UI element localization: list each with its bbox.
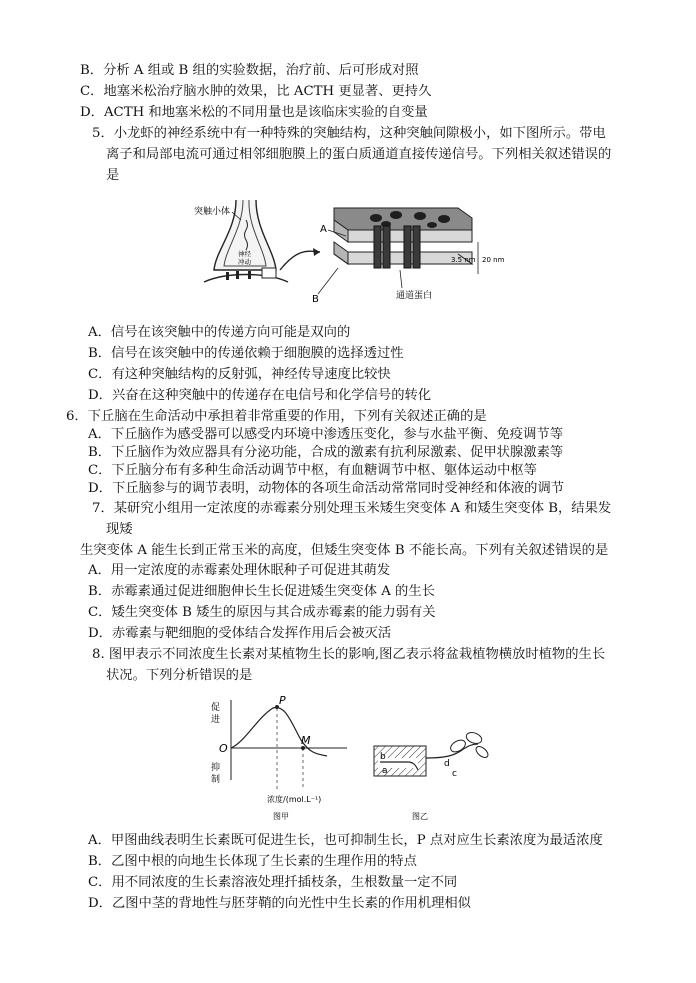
upper-membrane-top	[334, 208, 472, 230]
gap-small-label: 3.5 nm	[451, 256, 476, 264]
zoom-box	[262, 268, 276, 278]
fig-b-caption: 图乙	[412, 812, 428, 821]
label-b: B	[312, 294, 319, 305]
q8-option-d: D．乙图中茎的背地性与胚芽鞘的向光性中生长素的作用机理相似	[88, 896, 471, 911]
q7-option-d: D．赤霉素与靶细胞的受体结合发挥作用后会被灭活	[88, 626, 392, 641]
fig-b-label-b: b	[380, 752, 386, 762]
q6-option-d: D．下丘脑参与的调节表明，动物体的各项生命活动常常同时受神经和体液的调节	[88, 481, 565, 496]
horizontal-plant-figure	[368, 728, 498, 824]
q6-option-a: A．下丘脑作为感受器可以感受内环境中渗透压变化，参与水盐平衡、免疫调节等	[88, 427, 563, 442]
q8-option-b: B．乙图中根的向地生长体现了生长素的生理作用的特点	[88, 854, 417, 869]
q7-stem-line-1: 7．某研究小组用一定浓度的赤霉素分别处理玉米矮生突变体 A 和矮生突变体 B，结果发	[92, 501, 612, 516]
origin-label: O	[219, 742, 228, 755]
leaf-1	[449, 738, 468, 755]
leaf-2	[465, 731, 483, 746]
q8-option-c: C．用不同浓度的生长素溶液处理扦插枝条，生根数量一定不同	[88, 875, 458, 890]
channel-label-line	[400, 270, 402, 288]
q8-stem-line-1: 8. 图甲表示不同浓度生长素对某植物生长的影响,图乙表示将盆栽植物横放时植物的生长	[92, 647, 606, 662]
synapse-figure	[194, 190, 505, 310]
q7-option-c: C．矮生突变体 B 矮生的原因与其合成赤霉素的能力弱有关	[88, 605, 436, 620]
point-p-label: P	[279, 694, 286, 707]
q4-option-c: C．地塞米松治疗脑水肿的效果，比 ACTH 更显著、更持久	[80, 84, 432, 99]
label-b-line	[318, 268, 338, 294]
q5-option-a: A．信号在该突触中的传递方向可能是双向的	[88, 325, 351, 340]
channel-label: 通道蛋白	[396, 291, 433, 301]
q5-stem-line-2: 离子和局部电流可通过相邻细胞膜上的蛋白质通道直接传递信号。下列相关叙述错误的	[106, 147, 612, 162]
impulse-label-2: 冲动	[238, 258, 251, 266]
impulse-label-1: 神经	[238, 250, 251, 258]
q7-option-b: B．赤霉素通过促进细胞伸长生长促进矮生突变体 A 的生长	[88, 584, 435, 599]
q4-option-d: D．ACTH 和地塞米松的不同用量也是该临床实验的自变量	[80, 105, 428, 120]
q6-option-c: C．下丘脑分布有多种生命活动调节中枢，有血糖调节中枢、躯体运动中枢等	[88, 463, 537, 478]
lower-membrane-side	[334, 242, 348, 264]
zoom-arrowhead	[313, 248, 320, 256]
x-axis-label: 浓度/(mol.L⁻¹)	[267, 795, 322, 804]
y-bottom-label-2: 制	[211, 775, 221, 785]
leaf-3	[474, 744, 490, 759]
q5-option-c: C．有这种突触结构的反射弧，神经传导速度比较快	[88, 367, 391, 382]
auxin-curve-figure	[205, 692, 355, 824]
y-top-label-1: 促	[211, 703, 221, 713]
fig-b-label-c: c	[452, 769, 457, 779]
point-m-label: M	[301, 734, 311, 747]
q5-option-b: B．信号在该突触中的传递依赖于细胞膜的选择透过性	[88, 346, 404, 361]
y-top-label-2: 进	[211, 715, 221, 725]
q7-option-a: A．用一定浓度的赤霉素处理休眠种子可促进其萌发	[88, 563, 391, 578]
fig-a-caption: 图甲	[273, 812, 289, 821]
q6-stem: 6．下丘脑在生命活动中承担着非常重要的作用，下列有关叙述正确的是	[66, 409, 487, 424]
growth-curve	[231, 707, 327, 756]
q4-option-b: B．分析 A 组或 B 组的实验数据，治疗前、后可形成对照	[80, 63, 419, 78]
gap-large-label: 20 nm	[482, 256, 505, 264]
fig-b-label-a: a	[382, 766, 388, 776]
q8-stem-line-2: 状况。下列分析错误的是	[106, 668, 253, 683]
q7-stem-line-3: 生突变体 A 能生长到正常玉米的高度，但矮生突变体 B 不能长高。下列有关叙述错误的是	[80, 543, 609, 558]
q7-stem-line-2: 现矮	[106, 522, 133, 537]
q5-stem-line-1: 5．小龙虾的神经系统中有一种特殊的突触结构，这种突触间隙极小，如下图所示。带电	[92, 126, 606, 141]
fig-b-label-d: d	[444, 759, 450, 769]
q8-option-a: A．甲图曲线表明生长素既可促进生长，也可抑制生长，P 点对应生长素浓度为最适浓度	[88, 833, 603, 848]
vesicle-label: 突触小体	[194, 207, 231, 217]
y-bottom-label-1: 抑	[211, 763, 221, 773]
q6-option-b: B．下丘脑作为效应器具有分泌功能，合成的激素有抗利尿激素、促甲状腺激素等	[88, 445, 564, 460]
label-a: A	[320, 224, 327, 235]
q5-stem-line-3: 是	[106, 168, 120, 183]
q5-option-d: D．兴奋在这种突触中的传递存在电信号和化学信号的转化	[88, 388, 432, 403]
